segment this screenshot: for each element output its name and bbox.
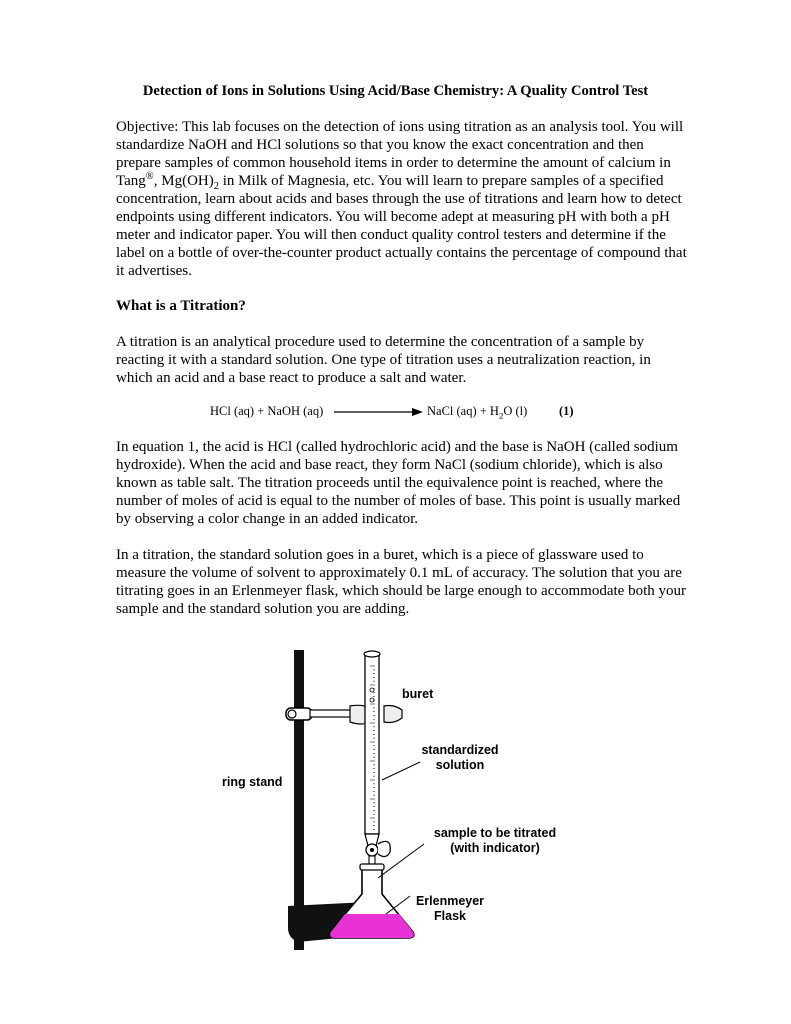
- erlenmeyer-flask: [330, 864, 414, 938]
- titration-text: A titration is an analytical procedure used to determine the concentration of a sample by reacting it with a standard solution. One type of titration uses a neutralization reaction, in which an acid and a base react to produce a salt and water.: [116, 334, 651, 386]
- buret-paragraph: [116, 546, 691, 618]
- buret-text: In a titration, the standard solution goes in a buret, which is a piece of glassware used to measure the volume of solvent to approximately 0.1 mL of accuracy. The solution that you are titrating goes in an Erlenmeyer flask, which should be large enough to accommodate both your sample and the standard solution you are adding.: [116, 547, 686, 617]
- label-flask-1: Erlenmeyer: [415, 894, 485, 908]
- flask-solution: [330, 914, 414, 938]
- objective-text-1: Objective: This lab focuses on the detection of ions using titration as an analysis tool. You will standardize NaOH and HCl solutions so that you know the exact concentration and then prepare samples of common household items in order to determine the amount of calcium in Tang: [116, 119, 684, 189]
- equation-product-sub: 2: [498, 410, 504, 421]
- registered-mark: ®: [145, 171, 154, 182]
- objective-text-3: in Milk of Magnesia, etc. You will learn to prepare samples of a specified concentration, learn about acids and bases through the use of titrations and learn how to detect endpoints using different indicators. You will become adept at measuring pH with both a pH meter and indicator paper. You will then conduct quality control testers and determine if the label on a bottle of over-the-counter product actually contains the percentage of compound that it advertises.: [116, 173, 687, 279]
- titration-apparatus-diagram: [210, 646, 557, 956]
- equation-1: [116, 404, 691, 422]
- document-title: Detection of Ions in Solutions Using Acid/Base Chemistry: A Quality Control Test: [142, 83, 649, 99]
- equation-product-b: O (l): [503, 404, 528, 418]
- label-ring-stand: ring stand: [222, 775, 283, 789]
- buret: [364, 651, 380, 834]
- label-buret: buret: [402, 687, 434, 701]
- objective-text-2: , Mg(OH): [153, 173, 214, 189]
- label-standardized-2: solution: [435, 758, 485, 772]
- leader-standardized: [382, 762, 420, 780]
- label-sample-2: (with indicator): [450, 841, 540, 855]
- ring-stand-rod: [294, 650, 304, 950]
- objective-paragraph: [116, 118, 691, 280]
- equation-product-a: NaCl (aq) + H: [427, 404, 499, 418]
- titration-paragraph: [116, 333, 691, 387]
- subscript-2: 2: [213, 181, 220, 192]
- section-heading: What is a Titration?: [116, 298, 246, 314]
- equation-explanation-text: In equation 1, the acid is HCl (called hydrochloric acid) and the base is NaOH (called sodium hydroxide). When the acid and base react, they form NaCl (sodium chloride), which is also known as table salt. The titration proceeds until the equivalence point is reached, where the number of moles of acid is equal to the number of moles of base. This point is usually marked by observing a color change in an added indicator.: [116, 439, 681, 527]
- equation-products: [427, 404, 527, 419]
- label-flask-2: Flask: [434, 909, 466, 923]
- equation-reactants: HCl (aq) + NaOH (aq): [210, 404, 324, 418]
- equation-number: (1): [559, 404, 574, 418]
- equation-explanation-paragraph: [116, 438, 691, 528]
- reaction-arrow-icon: [334, 405, 424, 419]
- label-sample-1: sample to be titrated: [433, 826, 557, 840]
- label-standardized-1: standardized: [421, 743, 499, 757]
